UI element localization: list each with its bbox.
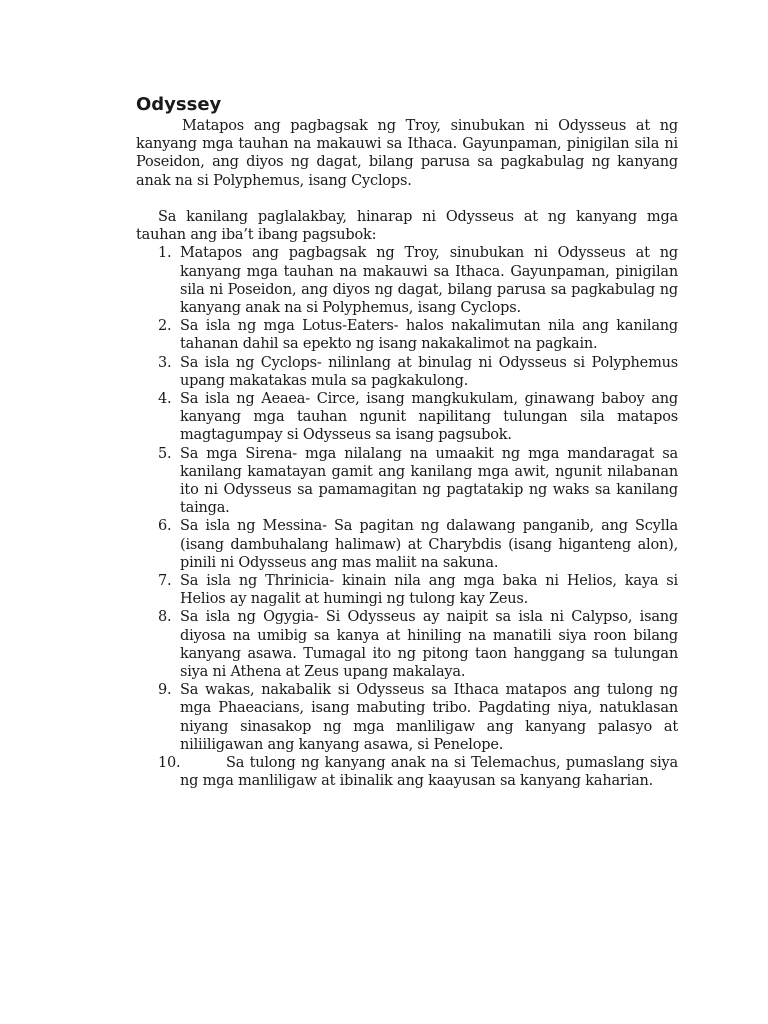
list-item-text: Sa isla ng Cyclops- nilinlang at binulag ni Odysseus si Polyphemus upang makatakas mula sa pagkakulong. (180, 354, 678, 389)
document-title: Odyssey (136, 94, 222, 115)
list-item (136, 317, 678, 353)
list-item-number: 2. (158, 318, 172, 335)
list-item-number: 4. (158, 391, 172, 408)
list-item (136, 572, 678, 608)
list-item (136, 517, 678, 572)
list-item (136, 754, 678, 790)
list-item (136, 681, 678, 754)
list-item-text: Sa tulong ng kanyang anak na si Telemachus, pumaslang siya ng mga manliligaw at ibinalik ang kaayusan sa kanyang kaharian. (180, 755, 678, 790)
list-item-number: 1. (158, 245, 172, 262)
list-item-text: Sa isla ng Thrinicia- kinain nila ang mga baka ni Helios, kaya si Helios ay nagalit at humingi ng tulong kay Zeus. (180, 573, 678, 608)
list-item-text: Sa isla ng Ogygia- Si Odysseus ay naipit sa isla ni Calypso, isang diyosa na umibig sa kanya at hiniling na manatili siya roon bilang kanyang asawa. Tumagal ito ng pitong taon hanggang sa tulungan siya ni Athena at Zeus upang makalaya. (180, 609, 678, 681)
list-item (136, 354, 678, 390)
list-item-number: 6. (158, 518, 172, 535)
list-item-number: 5. (158, 445, 172, 462)
document-page (136, 93, 678, 791)
list-item (136, 390, 678, 445)
list-item-number: 3. (158, 354, 172, 371)
list-item-text: Sa wakas, nakabalik si Odysseus sa Ithaca matapos ang tulong ng mga Phaeacians, isang mabuting tribo. Pagdating niya, natuklasan niyang sinasakop ng mga manliligaw ang kanyang palasyo at niliiligawan ang kanyang asawa, si Penelope. (180, 682, 678, 753)
list-item-text: Sa isla ng Aeaea- Circe, isang mangkukulam, ginawang baboy ang kanyang mga tauhan ngunit napilitang tulungan sila matapos magtagumpay si Odysseus sa isang pagsubok. (180, 391, 678, 444)
list-item (136, 244, 678, 317)
list-item-text: Sa isla ng Messina- Sa pagitan ng dalawang panganib, ang Scylla (isang dambuhalang halimaw) at Charybdis (isang higanteng alon), pinili ni Odysseus ang mas maliit na sakuna. (180, 518, 678, 571)
list-item-number: 8. (158, 609, 172, 626)
list-item-number: 10. (158, 755, 181, 772)
intro-paragraph: Matapos ang pagbagsak ng Troy, sinubukan ni Odysseus at ng kanyang mga tauhan na makauwi sa Ithaca. Gayunpaman, pinigilan sila ni Poseidon, ang diyos ng dagat, bilang parusa sa pagkabulag ng kanyang anak na si Polyphemus, isang Cyclops. (136, 118, 678, 189)
list-item-text: Matapos ang pagbagsak ng Troy, sinubukan ni Odysseus at ng kanyang mga tauhan na makauwi sa Ithaca. Gayunpaman, pinigilan sila ni Poseidon, ang diyos ng dagat, bilang parusa sa pagkabulag ng kanyang anak na si Polyphemus, isang Cyclops. (180, 245, 678, 317)
list-item-text: Sa mga Sirena- mga nilalang na umaakit ng mga mandaragat sa kanilang kamatayan gamit ang kanilang mga awit, ngunit nilabanan ito ni Odysseus sa pamamagitan ng pagtatakip ng waks sa kanilang tainga. (180, 445, 678, 517)
list-item (136, 445, 678, 518)
list-item (136, 608, 678, 681)
trials-list (136, 244, 678, 790)
list-item-text: Sa isla ng mga Lotus-Eaters- halos nakalimutan nila ang kanilang tahanan dahil sa epekto ng isang nakakalimot na pagkain. (180, 318, 678, 353)
lead-paragraph: Sa kanilang paglalakbay, hinarap ni Odysseus at ng kanyang mga tauhan ang iba’t ibang pagsubok: (136, 209, 678, 244)
list-item-number: 7. (158, 573, 172, 590)
list-item-number: 9. (158, 682, 172, 699)
